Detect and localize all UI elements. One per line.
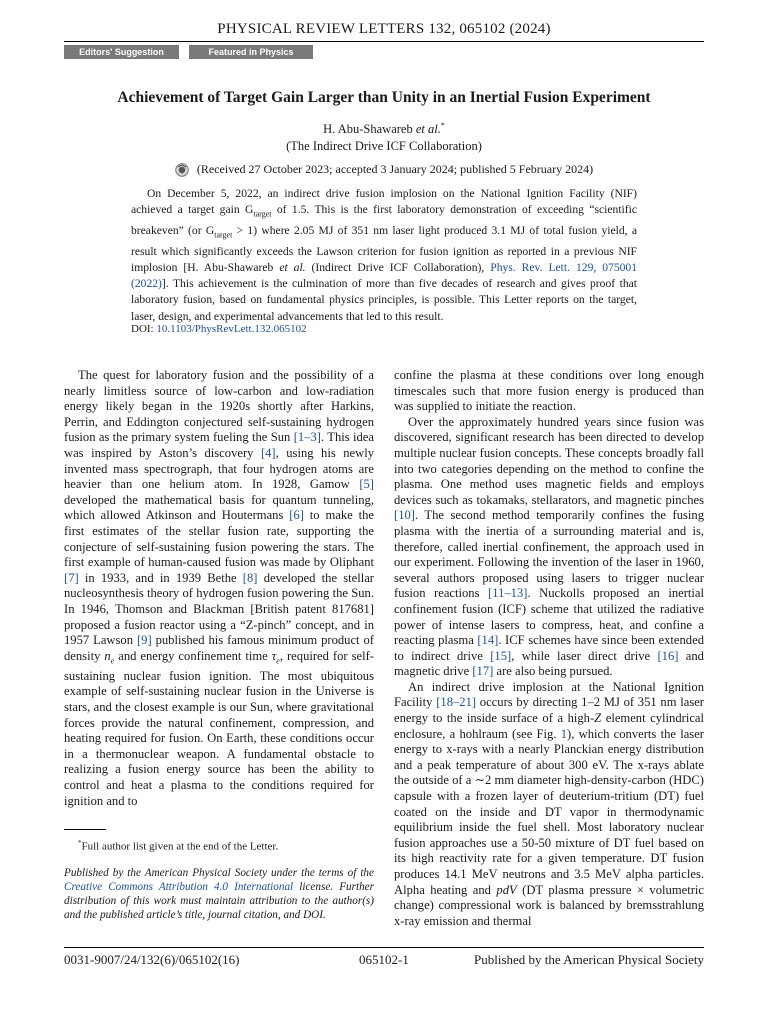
abstract	[131, 186, 637, 325]
abstract-etal: et al.	[279, 260, 306, 274]
body-text: (DT plasma pressure × volumetric change) compressional work is balanced by bremsstrahlung x-ray emission and thermal	[394, 882, 704, 928]
footer-rule	[64, 947, 704, 948]
body-text: and energy confinement time	[114, 648, 272, 663]
ref-link[interactable]: [6]	[289, 508, 304, 523]
featured-in-physics-tag[interactable]: Featured in Physics	[189, 45, 313, 59]
ref-link[interactable]: [17]	[472, 664, 494, 679]
body-text: published his famous minimum product of density	[64, 633, 374, 663]
page-number: 065102-1	[359, 952, 409, 967]
prl-reference-link[interactable]: Phys. Rev. Lett. 129, 075001 (2022)	[131, 260, 638, 291]
article-title: Achievement of Target Gain Larger than Unity in an Inertial Fusion Experiment	[117, 89, 651, 106]
license-text: Published by the American Physical Society under the terms of the	[64, 867, 374, 879]
math-symbol: pdV	[496, 882, 517, 897]
paragraph-three	[394, 680, 704, 930]
math-subscript: e	[276, 656, 280, 666]
ref-link[interactable]: [4]	[260, 445, 276, 460]
abstract-text: ]. This achievement is the culmination of more than five decades of research and gives proof that laboratory fusion, based on fundamental physics principles, is possible. This Letter reports on the target, laser, design, and experimental advancements that led to this result.	[131, 277, 637, 323]
editors-suggestion-tag[interactable]: Editors' Suggestion	[64, 45, 179, 59]
ref-link[interactable]: [18–21]	[436, 695, 477, 710]
body-text: . The second method temporarily confines the fusing plasma with the inertia of a surrounding material and is, therefore, called inertial confinement, the approach used in our experiment. Following the invention of the laser in 1960, several authors proposed using lasers to trigger nuclear fusion reactions	[394, 508, 704, 601]
publisher: Published by the American Physical Society	[474, 952, 704, 967]
left-column	[64, 368, 374, 809]
author-name: H. Abu-Shawareb	[323, 122, 413, 137]
header-rule	[64, 41, 704, 42]
journal-header: PHYSICAL REVIEW LETTERS 132, 065102 (2024)	[217, 21, 551, 37]
math-symbol: Z	[594, 711, 602, 726]
body-text: are also being pursued.	[493, 664, 613, 679]
right-column	[394, 368, 704, 929]
ref-link[interactable]: [1–3]	[293, 430, 321, 445]
body-text: An indirect drive implosion at the National Ignition Facility	[394, 679, 704, 710]
body-text: . This idea was inspired by Aston’s discovery	[64, 430, 374, 460]
cc-license-link[interactable]: Creative Commons Attribution 4.0 International	[64, 881, 294, 893]
body-text: element cylindrical enclosure, a hohlraum (see Fig.	[394, 711, 704, 741]
body-text: , while laser direct drive	[511, 648, 658, 663]
footnote-marker: *	[78, 839, 82, 847]
ref-link[interactable]: [9]	[136, 633, 152, 648]
license-statement	[64, 866, 374, 922]
received-dates: (Received 27 October 2023; accepted 3 January 2024; published 5 February 2024)	[196, 162, 594, 176]
body-text: developed the stellar nucleosynthesis theory of hydrogen fusion powering the Sun. In 1946, Thomson and Blackman [British patent 817681] proposed a fusion reactor using a “Z-pinch” concept, and in 1957 Lawson	[64, 570, 375, 648]
abstract-text: > 1) where 2.05 MJ of 351 nm laser light produced 3.1 MJ of total fusion yield, a result which significantly exceeds the Lawson criterion for fusion ignition as reported in a previous NIF implosion [H. Abu-Shawareb	[131, 223, 638, 274]
ref-link[interactable]: [16]	[657, 648, 679, 663]
doi-link[interactable]: 10.1103/PhysRevLett.132.065102	[156, 323, 307, 335]
body-text: . ICF schemes have since been extended to indirect drive	[394, 633, 704, 663]
author-marker: *	[440, 121, 445, 130]
body-text: to make the first estimates of the stellar fusion rate, supporting the conjecture of self-sustaining fusion powering the stars. The first example of human-caused fusion was made by Oliphant	[64, 508, 374, 570]
author-etal: et al.	[415, 122, 441, 137]
author-block	[64, 117, 704, 155]
body-text: The quest for laboratory fusion and the possibility of a nearly limitless source of low-carbon and low-radiation energy likely began in the 1920s shortly after Harkins, Perrin, and Eddington conjectured self-sustaining hydrogen fusion as the primary system fueling the Sun	[64, 368, 374, 445]
check-for-updates-icon[interactable]	[175, 163, 189, 177]
ref-link[interactable]: [10]	[394, 508, 415, 523]
math-symbol: n	[104, 648, 111, 663]
subscript: target	[253, 209, 272, 219]
received-line	[64, 162, 704, 177]
abstract-text: (Indirect Drive ICF Collaboration),	[305, 260, 491, 274]
body-text: developed the mathematical basis for quantum tunneling, which allowed Atkinson and Houtermans	[64, 492, 374, 523]
doi-line	[131, 323, 307, 335]
body-text: in 1933, and in 1939 Bethe	[78, 570, 243, 585]
ref-link[interactable]: [8]	[242, 570, 258, 585]
math-symbol: τ	[271, 648, 277, 663]
issn-code: 0031-9007/24/132(6)/065102(16)	[64, 952, 240, 967]
body-text: , using his newly invented mass spectrograph, that four hydrogen atoms are heavier than one helium atom. In 1928, Gamow	[64, 445, 374, 492]
tag-bar	[64, 45, 313, 59]
intro-paragraph	[64, 368, 374, 809]
body-text: Over the approximately hundred years since fusion was discovered, significant research has been directed to develop multiple nuclear fusion concepts. These concepts broadly fall into two categories depending on the method to confine the plasma. One method uses magnetic fields and employs devices such as tokamaks, stellarators, and magnetic pinches	[394, 414, 704, 507]
subscript: target	[214, 230, 233, 240]
doi-label: DOI:	[131, 323, 157, 335]
continued-paragraph: confine the plasma at these conditions over long enough timescales such that more fusion energy is produced than was supplied to initiate the reaction.	[394, 368, 704, 414]
figure-link[interactable]: 1	[560, 726, 568, 741]
body-text: ), which converts the laser energy to x-rays with a nearly Planckian energy distribution and a peak temperature of about 300 eV. The x-rays ablate the outside of a ∼2 mm diameter high-density-carbon (HDC) capsule with a frozen layer of deuterium-tritium (DT) fuel coated on the inside and DT vapor in thermodynamic equilibrium inside the fuel shell. Most laboratory nuclear fusion approaches use a 50-50 mixture of DT fuel based on its high reactivity rate for a given temperature. DT fusion produces 14.1 MeV neutrons and 3.5 MeV alpha particles. Alpha heating and	[394, 726, 704, 897]
paragraph-two	[394, 415, 704, 680]
footnote-text: Full author list given at the end of the Letter.	[81, 840, 279, 853]
abstract-text: On December 5, 2022, an indirect drive fusion implosion on the National Ignition Facility (NIF) achieved a target gain G	[131, 187, 637, 217]
ref-link[interactable]: [5]	[359, 477, 374, 492]
ref-link[interactable]: [7]	[64, 570, 79, 585]
license-text: license. Further distribution of this work must maintain attribution to the author(s) and the published article’s title, journal citation, and DOI.	[64, 881, 374, 921]
ref-link[interactable]: [15]	[490, 648, 512, 663]
body-text: , required for self-sustaining nuclear fusion ignition. The most ubiquitous example of self-sustaining nuclear fusion in the Universe is stars, and the closest example is our Sun, where gravitational forces provide the natural confinement, compression, and heating required for fusion. On Earth, these conditions occur in a thermonuclear weapon. A fundamental obstacle to realizing a fusion energy source has been the ability to control and heat a plasma to the conditions required for ignition and to	[64, 648, 374, 808]
body-text: occurs by directing 1–2 MJ of 351 nm laser energy to the inside surface of a high-	[394, 695, 705, 726]
footnote	[64, 836, 374, 854]
footnote-rule	[64, 829, 106, 830]
math-subscript: e	[110, 656, 115, 666]
ref-link[interactable]: [14]	[477, 633, 499, 648]
abstract-text: of 1.5. This is the first laboratory demonstration of exceeding “scientific breakeven” (or G	[131, 203, 638, 237]
body-text: and magnetic drive	[394, 648, 704, 679]
body-text: . Nuckolls proposed an inertial confinement fusion (ICF) scheme that utilized the radiative power of intense lasers to compress, heat, and confine a reacting plasma	[394, 586, 704, 648]
ref-link[interactable]: [11–13]	[488, 586, 528, 601]
collaboration: (The Indirect Drive ICF Collaboration)	[286, 139, 482, 154]
